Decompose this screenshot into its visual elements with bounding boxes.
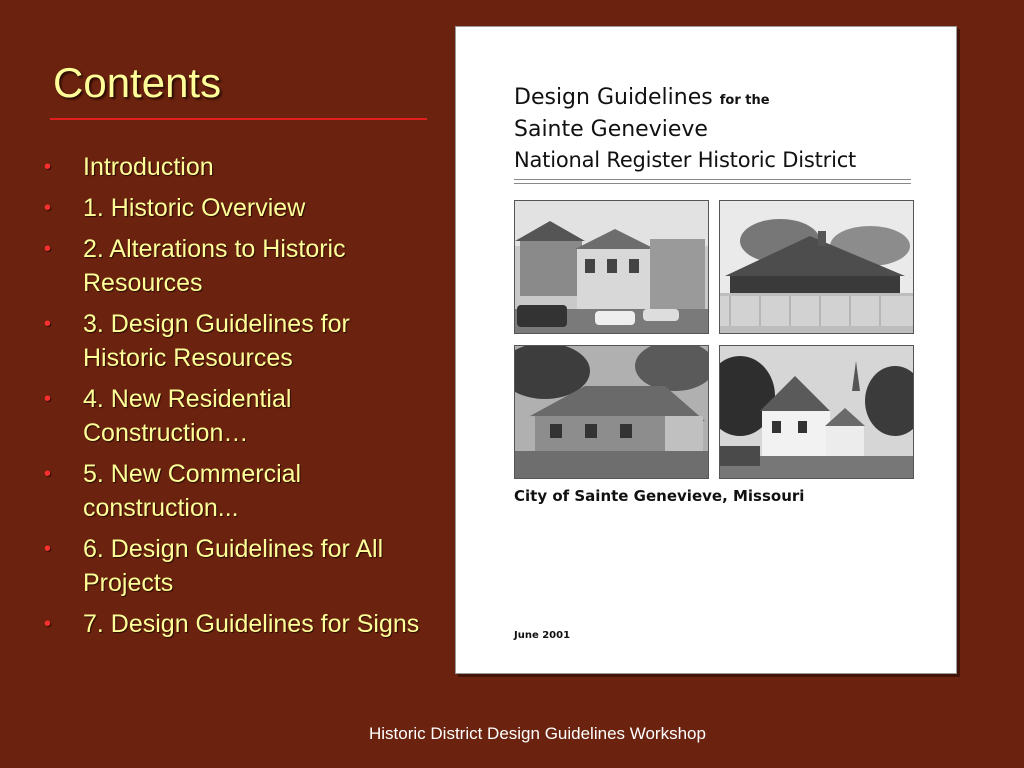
list-item-label: 4. New Residential Construction… [83,385,292,447]
list-item-label: 1. Historic Overview [83,194,306,222]
slide-footer: Historic District Design Guidelines Workshop [369,724,706,743]
photo-street-houses [514,200,709,334]
bullet-icon: • [44,156,52,178]
list-item [44,532,439,600]
photo-porch-house [719,200,914,334]
bullet-icon: • [44,613,52,635]
contents-list [44,150,439,648]
list-item [44,607,439,641]
bullet-icon: • [44,197,52,219]
slide-title: Contents [53,59,222,106]
bullet-icon: • [44,313,52,335]
photo-white-house-steeple [719,345,914,479]
list-item [44,191,439,225]
document-divider [514,179,911,180]
document-title-line2: Sainte Genevieve [514,117,708,142]
title-underline [50,118,427,120]
list-item-label: 7. Design Guidelines for Signs [83,610,420,638]
list-item-label: 6. Design Guidelines for All Projects [83,535,384,597]
document-cover-image [455,26,957,674]
document-city: City of Sainte Genevieve, Missouri [514,487,805,505]
list-item-label: 5. New Commercial construction... [83,460,302,522]
list-item [44,232,439,300]
photo-stone-house [514,345,709,479]
list-item [44,150,439,184]
document-title-main: Design Guidelines [514,85,713,110]
document-title-small: for the [719,93,770,108]
bullet-icon: • [44,463,52,485]
list-item-label: Introduction [83,153,214,181]
bullet-icon: • [44,538,52,560]
bullet-icon: • [44,238,52,260]
document-title [514,85,770,110]
bullet-icon: • [44,388,52,410]
list-item [44,457,439,525]
document-divider [514,183,911,184]
list-item [44,307,439,375]
list-item-label: 2. Alterations to Historic Resources [83,235,346,297]
document-title-line3: National Register Historic District [514,148,857,172]
list-item [44,382,439,450]
list-item-label: 3. Design Guidelines for Historic Resources [83,310,350,372]
document-date: June 2001 [514,630,571,641]
